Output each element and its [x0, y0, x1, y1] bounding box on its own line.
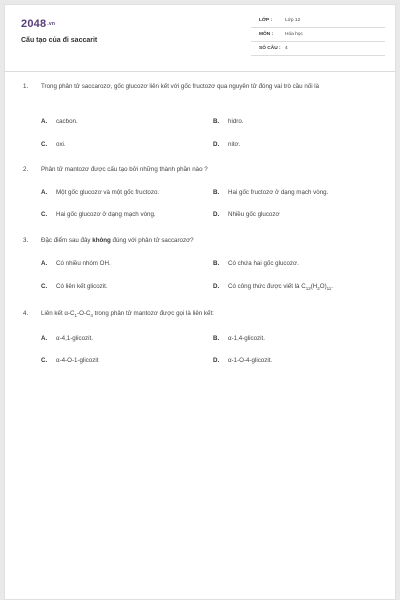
option-4b[interactable]	[213, 335, 265, 342]
option-3d[interactable]	[213, 283, 333, 291]
option-text: Có chứa hai gốc glucozơ.	[228, 260, 299, 267]
option-letter: C.	[41, 211, 48, 218]
option-letter: B.	[213, 189, 220, 196]
option-4a[interactable]	[41, 335, 93, 342]
option-text: oxi.	[56, 141, 66, 148]
option-text: Có liên kết glicozit.	[56, 283, 108, 290]
option-letter: C.	[41, 357, 48, 364]
option-letter: A.	[41, 189, 48, 196]
option-text: cacbon.	[56, 118, 78, 125]
option-4d[interactable]	[213, 357, 272, 364]
document-title: Cấu tạo của đi saccarit	[21, 37, 98, 44]
option-2d[interactable]	[213, 211, 280, 218]
option-text: hidro.	[228, 118, 244, 125]
meta-row-class	[251, 15, 385, 28]
option-letter: C.	[41, 283, 48, 290]
option-1d[interactable]	[213, 141, 240, 148]
option-1b[interactable]	[213, 118, 243, 125]
option-4c[interactable]	[41, 357, 98, 364]
option-text: Một gốc glucozơ và một gốc fructozo.	[56, 189, 160, 196]
meta-value: Lớp 12	[285, 18, 301, 23]
option-text: Hai gốc fructozơ ở dạng mạch vòng.	[228, 189, 329, 196]
option-letter: D.	[213, 141, 220, 148]
meta-row-subject	[251, 29, 385, 42]
meta-value: Hóa học	[285, 32, 303, 37]
option-letter: D.	[213, 357, 220, 364]
meta-key: SỐ CÂU :	[259, 46, 281, 51]
option-2c[interactable]	[41, 211, 156, 218]
option-letter: A.	[41, 260, 48, 267]
question-number: 3.	[23, 237, 29, 244]
option-text: nitơ.	[228, 141, 241, 148]
logo-suffix: .vn	[47, 21, 56, 28]
option-3b[interactable]	[213, 260, 299, 267]
question-text: Phân tử mantozơ được cấu tạo bởi những thành phần nào ?	[41, 166, 208, 173]
meta-value: 4	[285, 46, 288, 51]
option-letter: D.	[213, 211, 220, 218]
question-number: 1.	[23, 83, 29, 90]
option-text: Nhiều gốc glucozơ	[228, 211, 280, 218]
option-text: α-4-O-1-glicozit	[56, 357, 99, 364]
logo-text: 2048	[21, 18, 47, 30]
question-number: 2.	[23, 166, 29, 173]
option-3c[interactable]	[41, 283, 108, 290]
meta-key: LỚP :	[259, 18, 273, 23]
meta-key: MÔN :	[259, 32, 274, 37]
question-emphasis: không	[92, 237, 111, 244]
brand-logo[interactable]	[21, 18, 55, 30]
option-3a[interactable]	[41, 260, 111, 267]
option-text: Có công thức được viết là $C_{12}(H_2O)_{11}$.	[228, 283, 334, 292]
option-letter: B.	[213, 118, 220, 125]
question-text: Liên kết $\alpha-C_1-O-C_4$ trong phân tử mantozơ được gọi là liên kết:	[41, 310, 214, 319]
option-text: α-1-O-4-glicozit.	[228, 357, 273, 364]
option-1c[interactable]	[41, 141, 66, 148]
option-letter: B.	[213, 260, 220, 267]
option-1a[interactable]	[41, 118, 78, 125]
option-2a[interactable]	[41, 189, 159, 196]
question-text: Đặc điểm sau đây không đúng với phân tử saccarozơ?	[41, 237, 194, 244]
option-letter: D.	[213, 283, 220, 290]
option-letter: A.	[41, 118, 48, 125]
option-text: α-1,4-glicozit.	[228, 335, 265, 342]
worksheet-header	[5, 5, 395, 72]
option-letter: A.	[41, 335, 48, 342]
question-number: 4.	[23, 310, 29, 317]
option-text: α-4,1-glicozit.	[56, 335, 93, 342]
option-text: Hai gốc glucozơ ở dạng mạch vòng.	[56, 211, 156, 218]
option-letter: B.	[213, 335, 220, 342]
meta-row-question-count	[251, 43, 385, 56]
question-text: Trong phân tử saccarozơ, gốc glucozơ liên kết với gốc fructozơ qua nguyên tử đóng vai trò cầu nối là	[41, 83, 320, 90]
option-letter: C.	[41, 141, 48, 148]
option-text: Có nhiều nhóm OH.	[56, 260, 111, 267]
option-2b[interactable]	[213, 189, 328, 196]
worksheet-page	[4, 4, 396, 600]
